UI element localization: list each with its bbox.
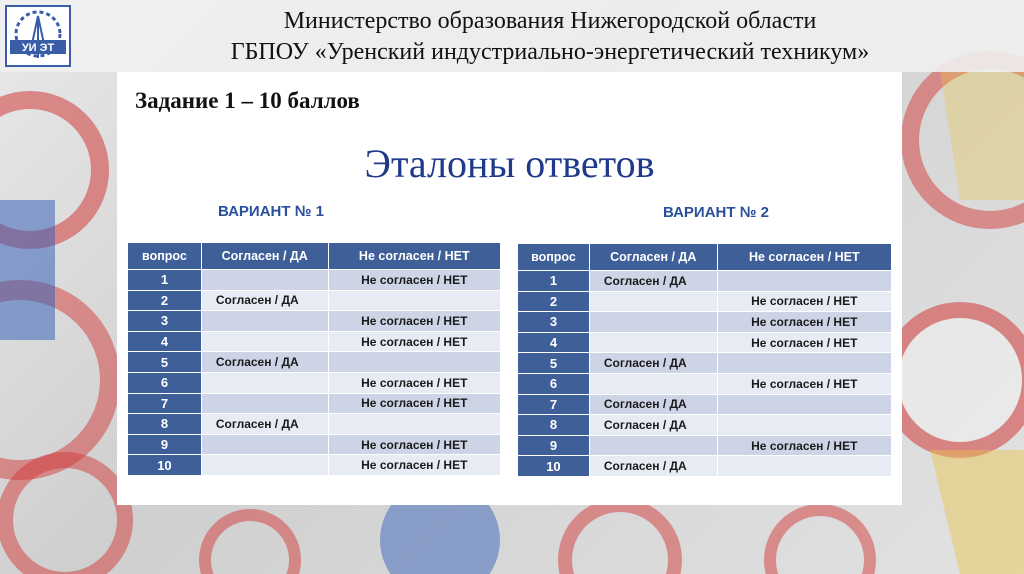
yes-cell: [201, 331, 328, 352]
question-number-cell: 3: [128, 311, 202, 332]
no-cell: Не согласен / НЕТ: [717, 435, 891, 456]
table-row: [518, 394, 892, 415]
task-heading: Задание 1 – 10 баллов: [135, 88, 360, 113]
table-row: [518, 291, 892, 312]
no-cell: [328, 290, 500, 311]
question-number-cell: 4: [518, 332, 590, 353]
ministry-line: Министерство образования Нижегородской области: [283, 8, 817, 34]
table-row: [518, 353, 892, 374]
question-number-cell: 6: [518, 373, 590, 394]
column-header-question: вопрос: [128, 243, 202, 270]
question-number-cell: 4: [128, 331, 202, 352]
no-cell: Не согласен / НЕТ: [717, 291, 891, 312]
table-row: [518, 415, 892, 436]
variant-1-label: ВАРИАНТ № 1: [218, 203, 324, 220]
table-row: [128, 393, 501, 414]
table-row: [518, 312, 892, 333]
column-header-no: Не согласен / НЕТ: [717, 244, 891, 271]
no-cell: [328, 352, 500, 373]
table-row: [128, 434, 501, 455]
content-panel: [117, 72, 902, 505]
yes-cell: [589, 332, 717, 353]
column-header-yes: Согласен / ДА: [589, 244, 717, 271]
variant-1-table: [127, 242, 501, 476]
table-row: [518, 271, 892, 292]
yes-cell: Согласен / ДА: [201, 352, 328, 373]
question-number-cell: 3: [518, 312, 590, 333]
question-number-cell: 9: [518, 435, 590, 456]
page-title: Эталоны ответов: [364, 141, 655, 186]
column-header-question: вопрос: [518, 244, 590, 271]
table-row: [518, 332, 892, 353]
no-cell: Не согласен / НЕТ: [328, 393, 500, 414]
yes-cell: [201, 311, 328, 332]
question-number-cell: 2: [128, 290, 202, 311]
yes-cell: Согласен / ДА: [201, 414, 328, 435]
no-cell: [717, 394, 891, 415]
table-row: [128, 290, 501, 311]
table-header-row: [518, 244, 892, 271]
yes-cell: [589, 291, 717, 312]
no-cell: Не согласен / НЕТ: [328, 434, 500, 455]
table-row: [128, 455, 501, 476]
header-bar: [0, 0, 1024, 72]
question-number-cell: 7: [128, 393, 202, 414]
table-row: [128, 372, 501, 393]
question-number-cell: 8: [518, 415, 590, 436]
question-number-cell: 6: [128, 372, 202, 393]
no-cell: Не согласен / НЕТ: [328, 455, 500, 476]
table-row: [128, 331, 501, 352]
yes-cell: [201, 372, 328, 393]
question-number-cell: 9: [128, 434, 202, 455]
yes-cell: [201, 455, 328, 476]
table-header-row: [128, 243, 501, 270]
yes-cell: [201, 393, 328, 414]
table-row: [128, 311, 501, 332]
no-cell: [328, 414, 500, 435]
no-cell: [717, 415, 891, 436]
no-cell: [717, 456, 891, 477]
question-number-cell: 1: [518, 271, 590, 292]
table-row: [518, 456, 892, 477]
question-number-cell: 2: [518, 291, 590, 312]
svg-text:УИ ЭТ: УИ ЭТ: [21, 42, 55, 54]
table-row: [128, 414, 501, 435]
yes-cell: [589, 435, 717, 456]
table-row: [128, 270, 501, 291]
no-cell: Не согласен / НЕТ: [328, 270, 500, 291]
question-number-cell: 10: [518, 456, 590, 477]
column-header-no: Не согласен / НЕТ: [328, 243, 500, 270]
yes-cell: Согласен / ДА: [589, 271, 717, 292]
yes-cell: Согласен / ДА: [589, 415, 717, 436]
no-cell: Не согласен / НЕТ: [717, 312, 891, 333]
question-number-cell: 1: [128, 270, 202, 291]
yes-cell: Согласен / ДА: [589, 353, 717, 374]
yes-cell: Согласен / ДА: [201, 290, 328, 311]
variant-2-table: [517, 243, 892, 477]
no-cell: Не согласен / НЕТ: [328, 372, 500, 393]
no-cell: Не согласен / НЕТ: [328, 311, 500, 332]
college-line: ГБПОУ «Уренский индустриально-энергетический техникум»: [230, 39, 870, 65]
college-logo: [4, 4, 72, 68]
question-number-cell: 10: [128, 455, 202, 476]
yes-cell: [589, 312, 717, 333]
yes-cell: Согласен / ДА: [589, 456, 717, 477]
no-cell: Не согласен / НЕТ: [717, 373, 891, 394]
question-number-cell: 7: [518, 394, 590, 415]
table-row: [518, 373, 892, 394]
column-header-yes: Согласен / ДА: [201, 243, 328, 270]
table-row: [518, 435, 892, 456]
yes-cell: Согласен / ДА: [589, 394, 717, 415]
table-row: [128, 352, 501, 373]
question-number-cell: 8: [128, 414, 202, 435]
organization-name: [100, 6, 1000, 68]
question-number-cell: 5: [518, 353, 590, 374]
no-cell: [717, 271, 891, 292]
yes-cell: [589, 373, 717, 394]
yes-cell: [201, 434, 328, 455]
question-number-cell: 5: [128, 352, 202, 373]
variant-2-label: ВАРИАНТ № 2: [663, 204, 769, 221]
no-cell: [717, 353, 891, 374]
yes-cell: [201, 270, 328, 291]
no-cell: Не согласен / НЕТ: [328, 331, 500, 352]
no-cell: Не согласен / НЕТ: [717, 332, 891, 353]
